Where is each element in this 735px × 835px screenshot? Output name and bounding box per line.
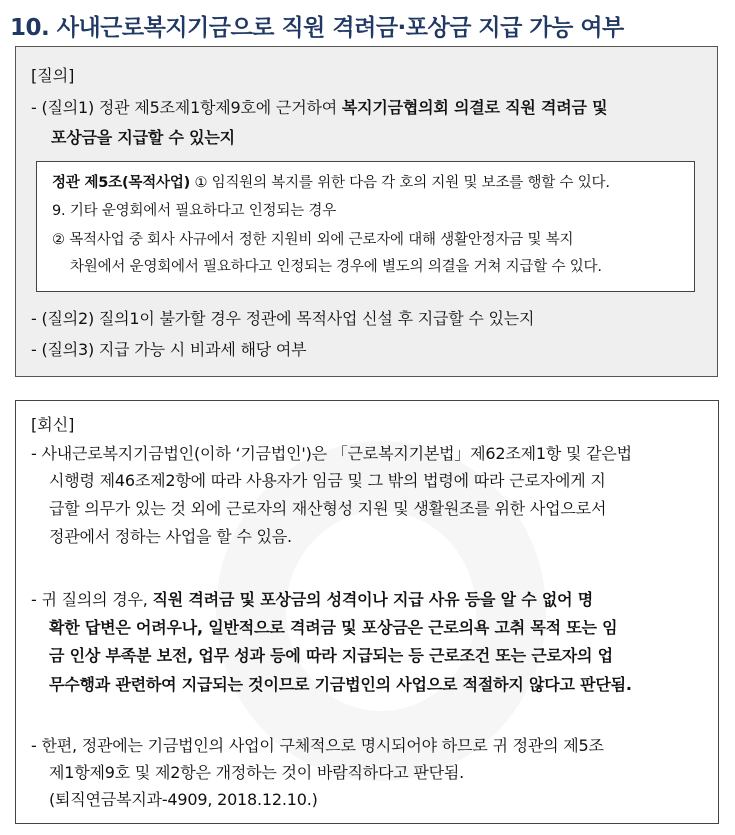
reply-p2-line-1 [31,590,593,610]
article-title: 정관 제5조(목적사업) [52,175,191,191]
article-quote-box [36,161,695,292]
reply-p1-line-4: 정관에서 정하는 사업을 할 수 있음. [49,527,292,546]
reply-p3-line-2: 제1항제9호 및 제2항은 개정하는 것이 바람직하다고 판단됨. [49,763,465,782]
reply-p1-line-2: 시행령 제46조제2항에 따라 사용자가 임금 및 그 밖의 법령에 따라 근로자에게 지 [49,471,606,490]
reply-p2-text: - 귀 질의의 경우, [31,590,153,609]
query-3: - (질의3) 지급 가능 시 비과세 해당 여부 [31,340,307,359]
reply-p2-line-4 [49,675,632,695]
reply-p2-line-2 [49,618,617,638]
reply-p2-emphasis-3: 금 인상 부족분 보전, 업무 성과 등에 따라 지급되는 등 근로조건 또는 근로자의 업 [49,646,613,665]
reply-citation: (퇴직연금복지과-4909, 2018.12.10.) [49,790,318,809]
article-title-line [52,174,610,192]
page-title: 10. 사내근로복지기금으로 직원 격려금·포상금 지급 가능 여부 [10,15,624,41]
query-heading: [질의] [31,66,75,85]
reply-heading: [회신] [31,415,75,434]
reply-p2-emphasis-4: 무수행과 관련하여 지급되는 것이므로 기금법인의 사업으로 적절하지 않다고 판단됨. [49,675,632,694]
query-2: - (질의2) 질의1이 불가할 경우 정관에 목적사업 신설 후 지급할 수 있는지 [31,309,535,328]
query-1-line-2 [51,128,235,148]
query-1-line-1 [31,98,607,118]
reply-p2-emphasis-2: 확한 답변은 어려우나, 일반적으로 격려금 및 포상금은 근로의욕 고취 목적 또는 임 [49,618,618,637]
reply-p3-line-1: - 한편, 정관에는 기금법인의 사업이 구체적으로 명시되어야 하므로 귀 정관의 제5조 [31,736,604,755]
reply-p1-line-1: - 사내근로복지기금법인(이하 ‘기금법인')은 「근로복지기본법」제62조제1항 및 같은법 [31,444,632,463]
reply-p2-line-3 [49,646,613,666]
background-watermark [216,441,546,781]
article-item-9: 9. 기타 운영회에서 필요하다고 인정되는 경우 [52,203,337,219]
article-para-1: ① 임직원의 복지를 위한 다음 각 호의 지원 및 보조를 행할 수 있다. [190,175,610,191]
reply-p2-emphasis: 직원 격려금 및 포상금의 성격이나 지급 사유 등을 알 수 없어 명 [152,590,594,609]
query-box [15,46,718,377]
article-para-2-line-1: ② 목적사업 중 회사 사규에서 정한 지원비 외에 근로자에 대해 생활안정자금 및 복지 [52,232,574,248]
article-para-2-line-2: 차원에서 운영회에서 필요하다고 인정되는 경우에 별도의 의결을 거쳐 지급할 수 있다. [70,259,602,275]
reply-p1-line-3: 급할 의무가 있는 것 외에 근로자의 재산형성 지원 및 생활원조를 위한 사업으로서 [49,499,607,518]
query-1-emphasis-cont: 포상금을 지급할 수 있는지 [51,128,235,147]
reply-box [15,400,719,824]
query-1-text: - (질의1) 정관 제5조제1항제9호에 근거하여 [31,98,342,117]
query-1-emphasis: 복지기금협의회 의결로 직원 격려금 및 [341,98,608,117]
